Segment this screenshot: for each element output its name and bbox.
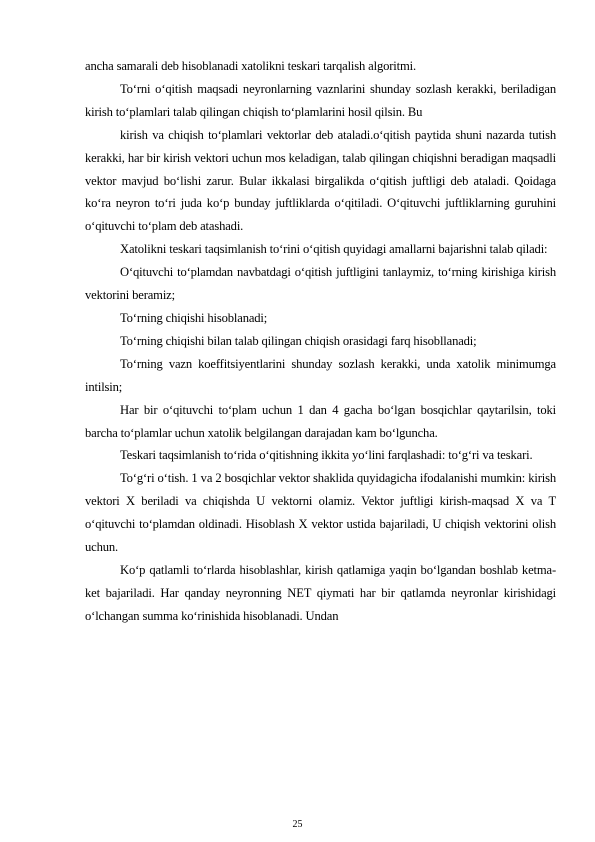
list-item: O‘qituvchi to‘plamdan navbatdagi o‘qitish juftligini tanlaymiz, to‘rning kirishiga kirish vektorini beramiz; bbox=[85, 265, 556, 303]
paragraph: Har bir o‘qituvchi to‘plam uchun 1 dan 4 gacha bo‘lgan bosqichlar qaytarilsin, toki barcha to‘plamlar uchun xatolik belgilangan darajadan kam bo‘lguncha. bbox=[85, 402, 556, 440]
document-body bbox=[85, 55, 556, 628]
page-number: 25 bbox=[292, 819, 303, 830]
paragraph: Xatolikni teskari taqsimlanish to‘rini o‘qitish quyidagi amallarni bajarishni talab qiladi: bbox=[120, 242, 548, 257]
paragraph: ancha samarali deb hisoblanadi xatolikni teskari tarqalish algoritmi. bbox=[85, 59, 416, 73]
list-item: To‘rning chiqishi hisoblanadi; bbox=[120, 310, 268, 325]
paragraph: Teskari taqsimlanish to‘rida o‘qitishning ikkita yo‘lini farqlashadi: to‘g‘ri va teskari. bbox=[120, 448, 533, 463]
paragraph: Ko‘p qatlamli to‘rlarda hisoblashlar, kirish qatlamiga yaqin bo‘lgandan boshlab ketma-ket bajariladi. Har qanday neyronning NET qiymati har bir qatlamda neyronlar kirishidagi o‘lchangan summa ko‘rinishida hisoblanadi. Undan bbox=[85, 562, 556, 623]
paragraph: kirish va chiqish to‘plamlari vektorlar deb ataladi.o‘qitish paytida shuni nazarda tutish kerakki, har bir kirish vektori uchun mos keladigan, talab qilingan chiqishni beradigan maqsadli vektor mavjud bo‘lishi zarur. Bular ikkalasi birgalikda o‘qitish juftligi deb ataladi. Qoidaga ko‘ra neyron to‘ri juda ko‘p bunday juftliklarda o‘qitiladi. O‘qituvchi juftliklarning guruhini o‘qituvchi to‘plam deb atashadi. bbox=[85, 127, 556, 234]
paragraph: To‘g‘ri o‘tish. 1 va 2 bosqichlar vektor shaklida quyidagicha ifodalanishi mumkin: kirish vektori X beriladi va chiqishda U vektorni olamiz. Vektor juftligi kirish-maqsad X va T o‘qituvchi to‘plamdan oldinadi. Hisoblash X vektor ustida bajariladi, U chiqish vektorini olish uchun. bbox=[85, 471, 556, 555]
list-item: To‘rning chiqishi bilan talab qilingan chiqish orasidagi farq hisobllanadi; bbox=[120, 333, 477, 348]
list-item: To‘rning vazn koeffitsiyentlarini shunday sozlash kerakki, unda xatolik minimumga intilsin; bbox=[85, 356, 556, 394]
paragraph: To‘rni o‘qitish maqsadi neyronlarning vaznlarini shunday sozlash kerakki, beriladigan kirish to‘plamlari talab qilingan chiqish to‘plamlarini hosil qilsin. Bu bbox=[85, 81, 556, 119]
